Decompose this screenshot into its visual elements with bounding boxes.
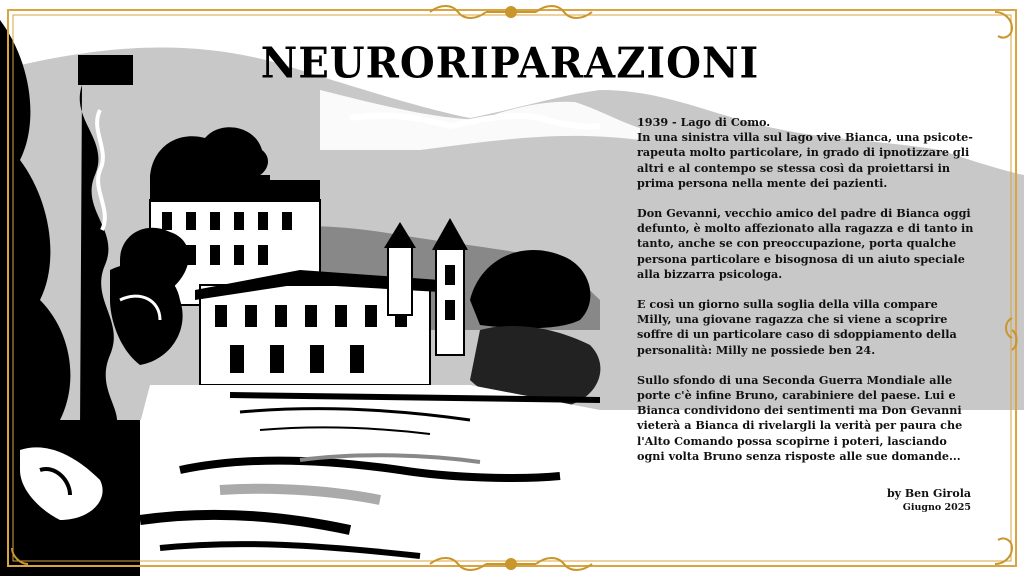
- page-title: NEURORIPARAZIONI: [260, 38, 760, 89]
- credits: [887, 486, 971, 515]
- synopsis-paragraph: Sullo sfondo di una Seconda Guerra Mondiale alle porte c'è infine Bruno, carabiniere del paese. Lui e Bianca condividono dei sentimenti ma Don Gevanni vieterà a Bianca di rivelargli la verità per paura che l'Alto Comando possa scopirne i poteri, lasciando ogni volta Bruno senza risposte alle sue domande...: [637, 372, 963, 463]
- author-credit: by Ben Girola: [886, 487, 971, 500]
- synopsis-paragraph: Don Gevanni, vecchio amico del padre di Bianca oggi defunto, è molto affezionato alla ragazza e di tanto in tanto, anche se con preoccupazione, porta qualche persona particolare e bisognosa di un aiuto speciale alla bizzarra psicologa.: [637, 206, 974, 281]
- synopsis: [637, 115, 982, 479]
- top-ornament: [430, 6, 592, 18]
- date-credit: Giugno 2025: [902, 502, 971, 513]
- synopsis-paragraph: 1939 - Lago di Como. In una sinistra villa sul lago vive Bianca, una psicote- rapeuta molto particolare, in grado di ipnotizzare gli altri e al contempo se stessa così da proiettarsi in prima persona nella mente dei pazienti.: [637, 115, 973, 190]
- synopsis-paragraph: E così un giorno sulla soglia della villa compare Milly, una giovane ragazza che si viene a scoprire soffre di un particolare caso di sdoppiamento della personalità: Milly ne possiede ben 24.: [637, 297, 957, 357]
